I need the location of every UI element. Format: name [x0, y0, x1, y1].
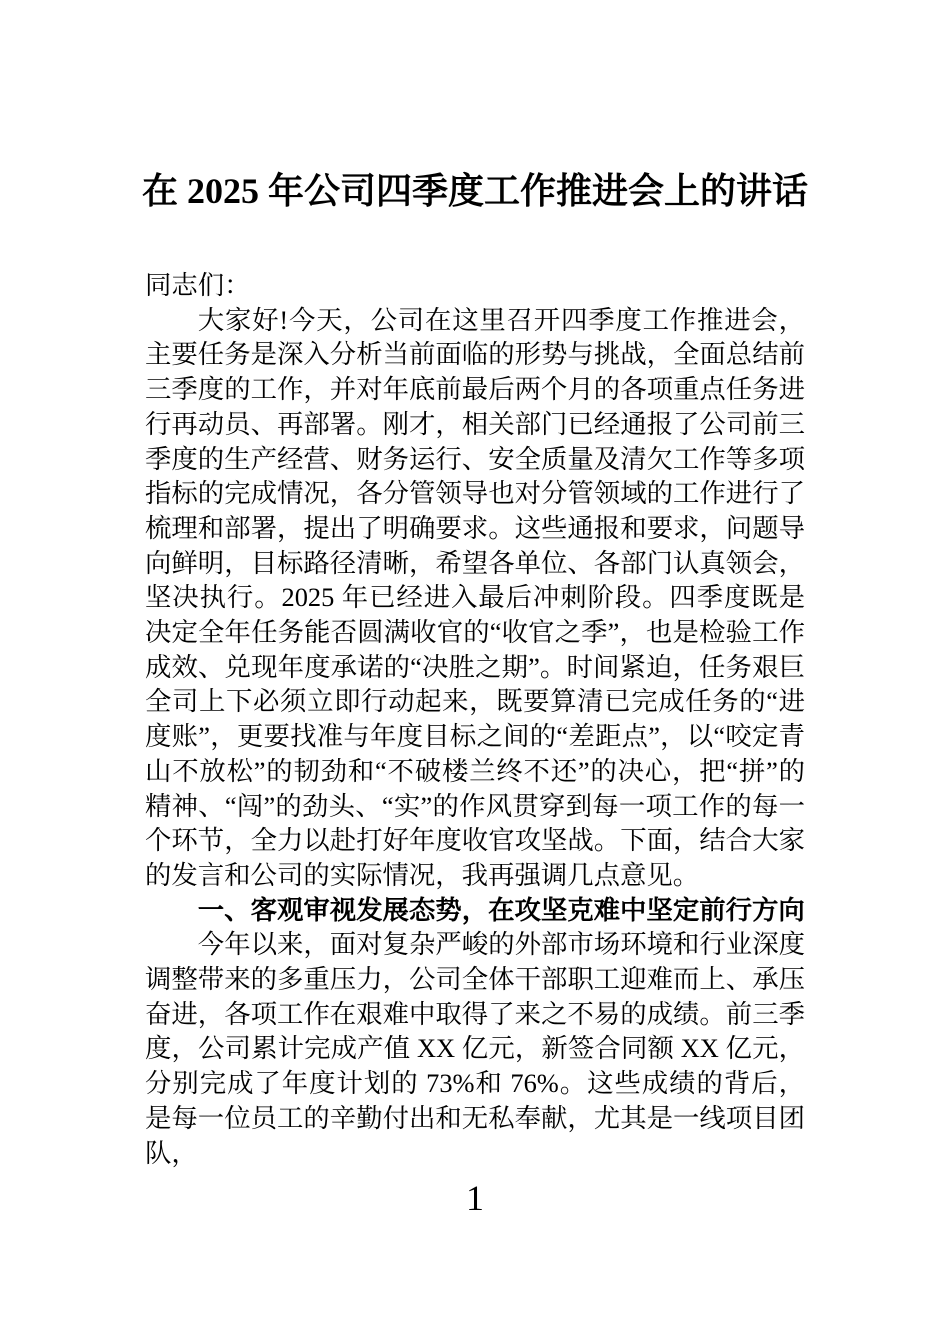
- page-number: 1: [466, 1178, 484, 1218]
- section-1-paragraph: 今年以来，面对复杂严峻的外部市场环境和行业深度调整带来的多重压力，公司全体干部职工迎难而上、承压奋进，各项工作在艰难中取得了来之不易的成绩。前三季度，公司累计完成产值 XX 亿元，新签合同额 XX 亿元，分别完成了年度计划的 73%和 76%。这些成绩的背后，是每一位员工的辛勤付出和无私奉献，尤其是一线项目团队，: [145, 929, 805, 1168]
- section-1-heading: 一、客观审视发展态势，在攻坚克难中坚定前行方向: [197, 894, 805, 925]
- document-body: [145, 268, 805, 1170]
- intro-paragraph: 大家好!今天，公司在这里召开四季度工作推进会，主要任务是深入分析当前面临的形势与挑战，全面总结前三季度的工作，并对年底前最后两个月的各项重点任务进行再动员、再部署。刚才，相关部门已经通报了公司前三季度的生产经营、财务运行、安全质量及清欠工作等多项指标的完成情况，各分管领导也对分管领域的工作进行了梳理和部署，提出了明确要求。这些通报和要求，问题导向鲜明，目标路径清晰，希望各单位、各部门认真领会，坚决执行。2025 年已经进入最后冲刺阶段。四季度既是决定全年任务能否圆满收官的“收官之季”，也是检验工作成效、兑现年度承诺的“决胜之期”。时间紧迫，任务艰巨全司上下必须立即行动起来，既要算清已完成任务的“进度账”，更要找准与年度目标之间的“差距点”，以“咬定青山不放松”的韧劲和“不破楼兰终不还”的决心，把“拼”的精神、“闯”的劲头、“实”的作风贯穿到每一项工作的每一个环节，全力以赴打好年度收官攻坚战。下面，结合大家的发言和公司的实际情况，我再强调几点意见。: [145, 304, 805, 890]
- salutation: 同志们：: [145, 270, 251, 300]
- document-title: 在 2025 年公司四季度工作推进会上的讲话: [141, 171, 808, 211]
